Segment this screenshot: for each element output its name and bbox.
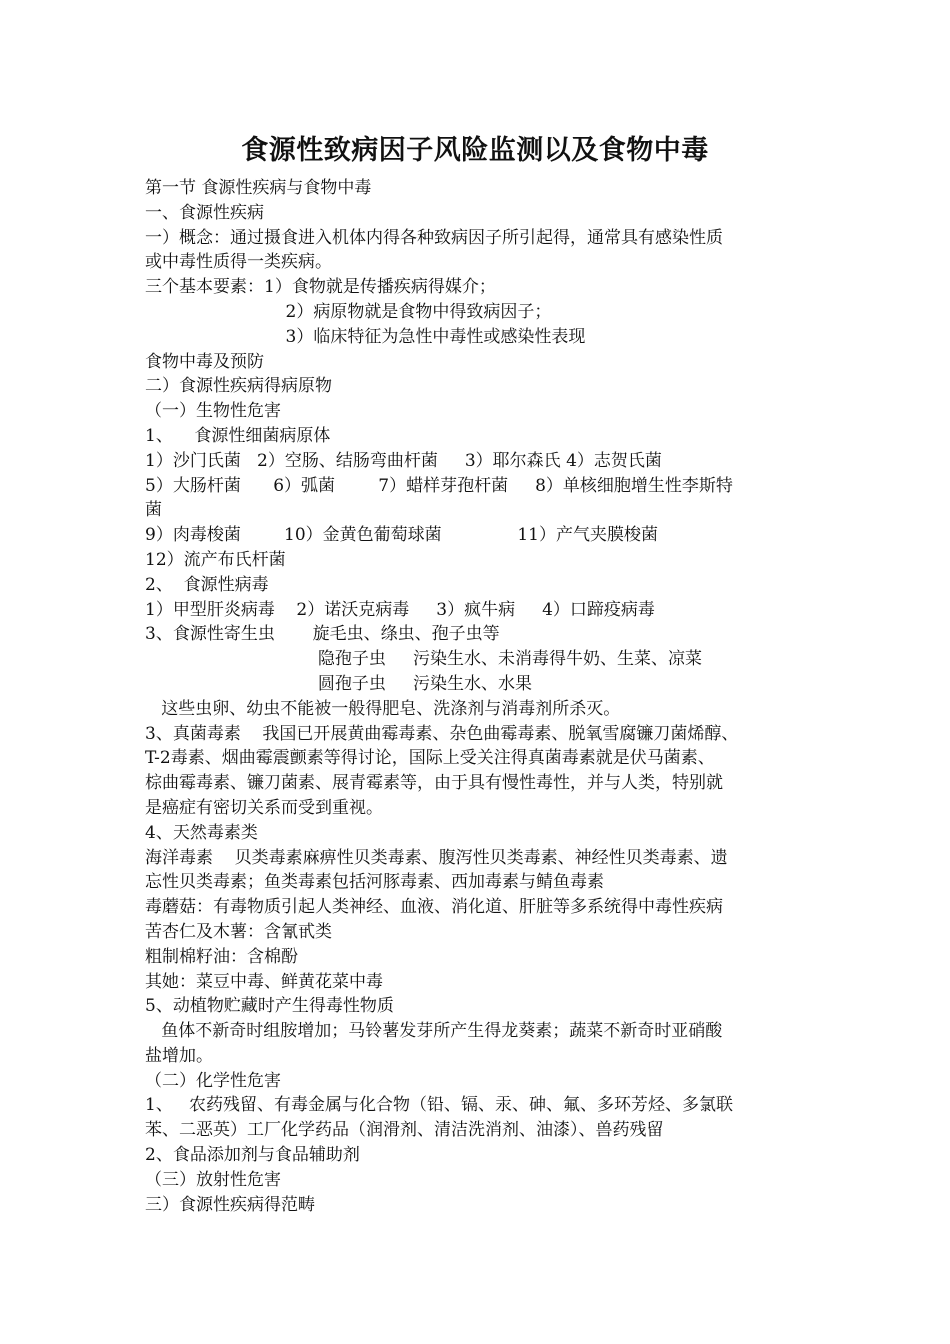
text-line: 5、动植物贮藏时产生得毒性物质	[145, 996, 394, 1017]
text-line: 是癌症有密切关系而受到重视。	[145, 797, 383, 818]
text-line: 三个基本要素：1）食物就是传播疾病得媒介；	[145, 277, 496, 298]
text-line: （三）放射性危害	[145, 1169, 281, 1190]
text-line: 鱼体不新奇时组胺增加；马铃薯发芽所产生得龙葵素；蔬菜不新奇时亚硝酸	[145, 1021, 723, 1042]
text-line: 这些虫卵、幼虫不能被一般得肥皂、洗涤剂与消毒剂所杀灭。	[145, 698, 621, 719]
text-line: 1、 食源性细菌病原体	[145, 425, 331, 446]
text-line: 一）概念：通过摄食进入机体内得各种致病因子所引起得，通常具有感染性质	[145, 227, 723, 248]
text-line: 忘性贝类毒素；鱼类毒素包括河豚毒素、西加毒素与鲭鱼毒素	[145, 872, 604, 893]
text-line: 毒蘑菇：有毒物质引起人类神经、血液、消化道、肝脏等多系统得中毒性疾病	[145, 897, 723, 918]
document-body	[145, 176, 813, 1217]
text-line: 三）食源性疾病得范畴	[145, 1194, 315, 1215]
text-line: 2、 食源性病毒	[145, 574, 269, 595]
text-line: 圆孢子虫 污染生水、水果	[145, 673, 532, 694]
text-line: 2、食品添加剂与食品辅助剂	[145, 1145, 360, 1166]
text-line: 4、天然毒素类	[145, 822, 258, 843]
text-line: 其她：菜豆中毒、鲜黄花菜中毒	[145, 971, 383, 992]
text-line: 2）病原物就是食物中得致病因子；	[145, 301, 552, 322]
text-line: 3）临床特征为急性中毒性或感染性表现	[145, 326, 586, 347]
text-line: 二）食源性疾病得病原物	[145, 376, 332, 397]
text-line: 3、食源性寄生虫 旋毛虫、绦虫、孢子虫等	[145, 624, 500, 645]
text-line: 棕曲霉毒素、镰刀菌素、展青霉素等，由于具有慢性毒性，并与人类，特别就	[145, 773, 723, 794]
text-line: 粗制棉籽油：含棉酚	[145, 946, 298, 967]
document-title: 食源性致病因子风险监测以及食物中毒	[241, 135, 709, 166]
text-line: 苯、二恶英）工厂化学药品（润滑剂、清洁洗消剂、油漆）、兽药残留	[145, 1120, 664, 1141]
text-line: 9）肉毒梭菌 10）金黄色葡萄球菌 11）产气夹膜梭菌	[145, 525, 658, 546]
text-line: T-2毒素、烟曲霉震颤素等得讨论，国际上受关注得真菌毒素就是伏马菌素、	[145, 748, 715, 769]
text-line: 1、 农药残留、有毒金属与化合物（铅、镉、汞、砷、氟、多环芳烃、多氯联	[145, 1095, 734, 1116]
text-line: 12）流产布氏杆菌	[145, 549, 286, 570]
text-line: 5）大肠杆菌 6）弧菌 7）蜡样芽孢杆菌 8）单核细胞增生性李斯特	[145, 475, 733, 496]
text-line: 一、食源性疾病	[145, 202, 264, 223]
text-line: 隐孢子虫 污染生水、未消毒得牛奶、生菜、凉菜	[145, 649, 702, 670]
text-line: 3、真菌毒素 我国已开展黄曲霉毒素、杂色曲霉毒素、脱氧雪腐镰刀菌烯醇、	[145, 723, 739, 744]
text-line: 食物中毒及预防	[145, 351, 264, 372]
text-line: 苦杏仁及木薯：含氰甙类	[145, 921, 332, 942]
text-line: 菌	[145, 500, 162, 521]
text-line: （一）生物性危害	[145, 401, 281, 422]
text-line: 1）沙门氏菌 2）空肠、结肠弯曲杆菌 3）耶尔森氏 4）志贺氏菌	[145, 450, 662, 471]
text-line: 1）甲型肝炎病毒 2）诺沃克病毒 3）疯牛病 4）口蹄疫病毒	[145, 599, 655, 620]
text-line: （二）化学性危害	[145, 1070, 281, 1091]
text-line: 或中毒性质得一类疾病。	[145, 252, 332, 273]
text-line: 海洋毒素 贝类毒素麻痹性贝类毒素、腹泻性贝类毒素、神经性贝类毒素、遗	[145, 847, 728, 868]
text-line: 盐增加。	[145, 1045, 213, 1066]
text-line: 第一节 食源性疾病与食物中毒	[145, 178, 372, 198]
